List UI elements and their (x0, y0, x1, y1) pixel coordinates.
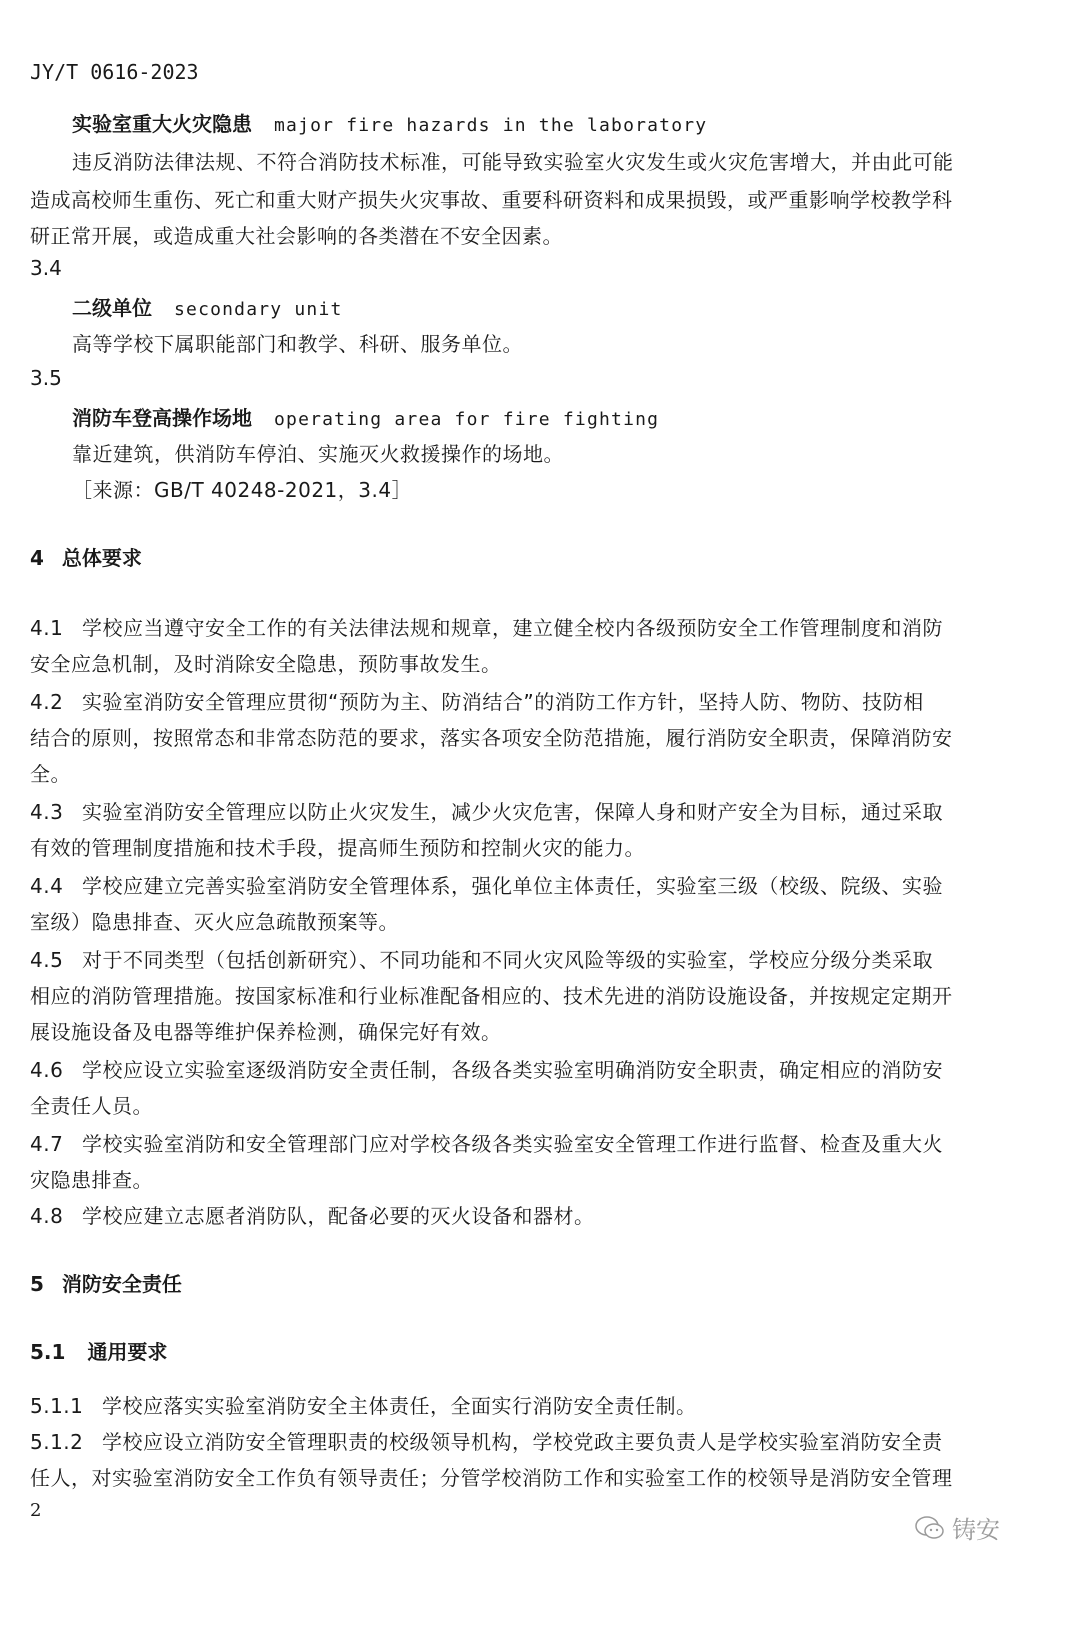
term-en: major fire hazards in the laboratory (274, 115, 708, 136)
section-heading (30, 1268, 182, 1297)
subsection-title: 通用要求 (87, 1340, 168, 1364)
clause-4-4 (30, 870, 943, 899)
section-title: 总体要求 (61, 546, 142, 570)
clause-text: 实验室消防安全管理应贯彻“预防为主、防消结合”的消防工作方针，坚持人防、物防、技防相 (82, 690, 924, 714)
term-cn: 消防车登高操作场地 (72, 406, 252, 430)
clause-text: 对于不同类型（包括创新研究）、不同功能和不同火灾风险等级的实验室，学校应分级分类采取 (82, 948, 933, 972)
subsection-number: 5.1 (30, 1340, 66, 1364)
clause-text: 学校应建立志愿者消防队，配备必要的灭火设备和器材。 (82, 1204, 595, 1228)
clause-number: 4.1 (30, 616, 64, 640)
clause-number: 4.8 (30, 1204, 64, 1228)
clause-number: 4.7 (30, 1132, 64, 1156)
clause-number: 4.3 (30, 800, 64, 824)
page-number: 2 (30, 1500, 42, 1521)
clause-text: 学校应设立消防安全管理职责的校级领导机构，学校党政主要负责人是学校实验室消防安全责 (102, 1430, 943, 1454)
clause-line: 结合的原则，按照常态和非常态防范的要求，落实各项安全防范措施，履行消防安全职责，保障消防安 (30, 726, 953, 750)
clause-line: 全责任人员。 (30, 1094, 153, 1118)
standard-code: JY/T 0616-2023 (30, 60, 199, 84)
clause-text: 学校应当遵守安全工作的有关法律法规和规章，建立健全校内各级预防安全工作管理制度和消防 (82, 616, 943, 640)
clause-line: 灾隐患排查。 (30, 1168, 153, 1192)
term-number: 3.5 (30, 366, 62, 390)
clause-number: 4.6 (30, 1058, 64, 1082)
clause-line: 安全应急机制，及时消除安全隐患，预防事故发生。 (30, 652, 502, 676)
clause-text: 学校应建立完善实验室消防安全管理体系，强化单位主体责任，实验室三级（校级、院级、实验 (82, 874, 943, 898)
section-number: 4 (30, 546, 44, 570)
term-cn: 实验室重大火灾隐患 (72, 112, 252, 136)
clause-line: 有效的管理制度措施和技术手段，提高师生预防和控制火灾的能力。 (30, 836, 645, 860)
subsection-heading (30, 1336, 167, 1365)
section-title: 消防安全责任 (61, 1272, 182, 1296)
clause-4-1 (30, 612, 943, 641)
clause-4-3 (30, 796, 943, 825)
clause-number: 4.5 (30, 948, 64, 972)
clause-number: 5.1.2 (30, 1430, 84, 1454)
term-3-4-heading (72, 292, 343, 321)
clause-5-1-1 (30, 1390, 697, 1419)
term-3-3-heading (72, 108, 707, 137)
clause-line: 任人，对实验室消防安全工作负有领导责任；分管学校消防工作和实验室工作的校领导是消防安全管理 (30, 1466, 953, 1490)
definition-line: 研正常开展，或造成重大社会影响的各类潜在不安全因素。 (30, 224, 563, 248)
clause-line: 全。 (30, 762, 71, 786)
clause-text: 学校应设立实验室逐级消防安全责任制，各级各类实验室明确消防安全职责，确定相应的消防安 (82, 1058, 943, 1082)
clause-line: 室级）隐患排查、灭火应急疏散预案等。 (30, 910, 399, 934)
definition-line: 高等学校下属职能部门和教学、科研、服务单位。 (72, 332, 523, 356)
definition-line: 违反消防法律法规、不符合消防技术标准，可能导致实验室火灾发生或火灾危害增大，并由此可能 (72, 150, 954, 174)
term-en: operating area for fire fighting (274, 409, 660, 430)
section-number: 5 (30, 1272, 44, 1296)
clause-5-1-2 (30, 1426, 943, 1455)
watermark (914, 1510, 1000, 1545)
definition-line: 靠近建筑，供消防车停泊、实施灭火救援操作的场地。 (72, 442, 564, 466)
term-en: secondary unit (174, 299, 343, 320)
term-3-5-heading (72, 402, 659, 431)
clause-line: 相应的消防管理措施。按国家标准和行业标准配备相应的、技术先进的消防设施设备，并按规定定期开 (30, 984, 953, 1008)
definition-line: 造成高校师生重伤、死亡和重大财产损失火灾事故、重要科研资料和成果损毁，或严重影响学校教学科 (30, 188, 953, 212)
watermark-text: 铸安 (952, 1516, 1000, 1544)
clause-4-2 (30, 686, 924, 715)
clause-4-5 (30, 944, 933, 973)
clause-text: 学校应落实实验室消防安全主体责任，全面实行消防安全责任制。 (102, 1394, 697, 1418)
section-heading (30, 542, 142, 571)
source-note: ［来源：GB/T 40248-2021，3.4］ (72, 478, 413, 502)
clause-4-8 (30, 1200, 595, 1229)
clause-4-7 (30, 1128, 943, 1157)
clause-number: 5.1.1 (30, 1394, 84, 1418)
clause-number: 4.2 (30, 690, 64, 714)
term-cn: 二级单位 (72, 296, 152, 320)
clause-number: 4.4 (30, 874, 64, 898)
clause-text: 实验室消防安全管理应以防止火灾发生，减少火灾危害，保障人身和财产安全为目标，通过采取 (82, 800, 943, 824)
clause-4-6 (30, 1054, 943, 1083)
term-number: 3.4 (30, 256, 62, 280)
wechat-icon (914, 1514, 946, 1542)
clause-line: 展设施设备及电器等维护保养检测，确保完好有效。 (30, 1020, 502, 1044)
clause-text: 学校实验室消防和安全管理部门应对学校各级各类实验室安全管理工作进行监督、检查及重大火 (82, 1132, 943, 1156)
